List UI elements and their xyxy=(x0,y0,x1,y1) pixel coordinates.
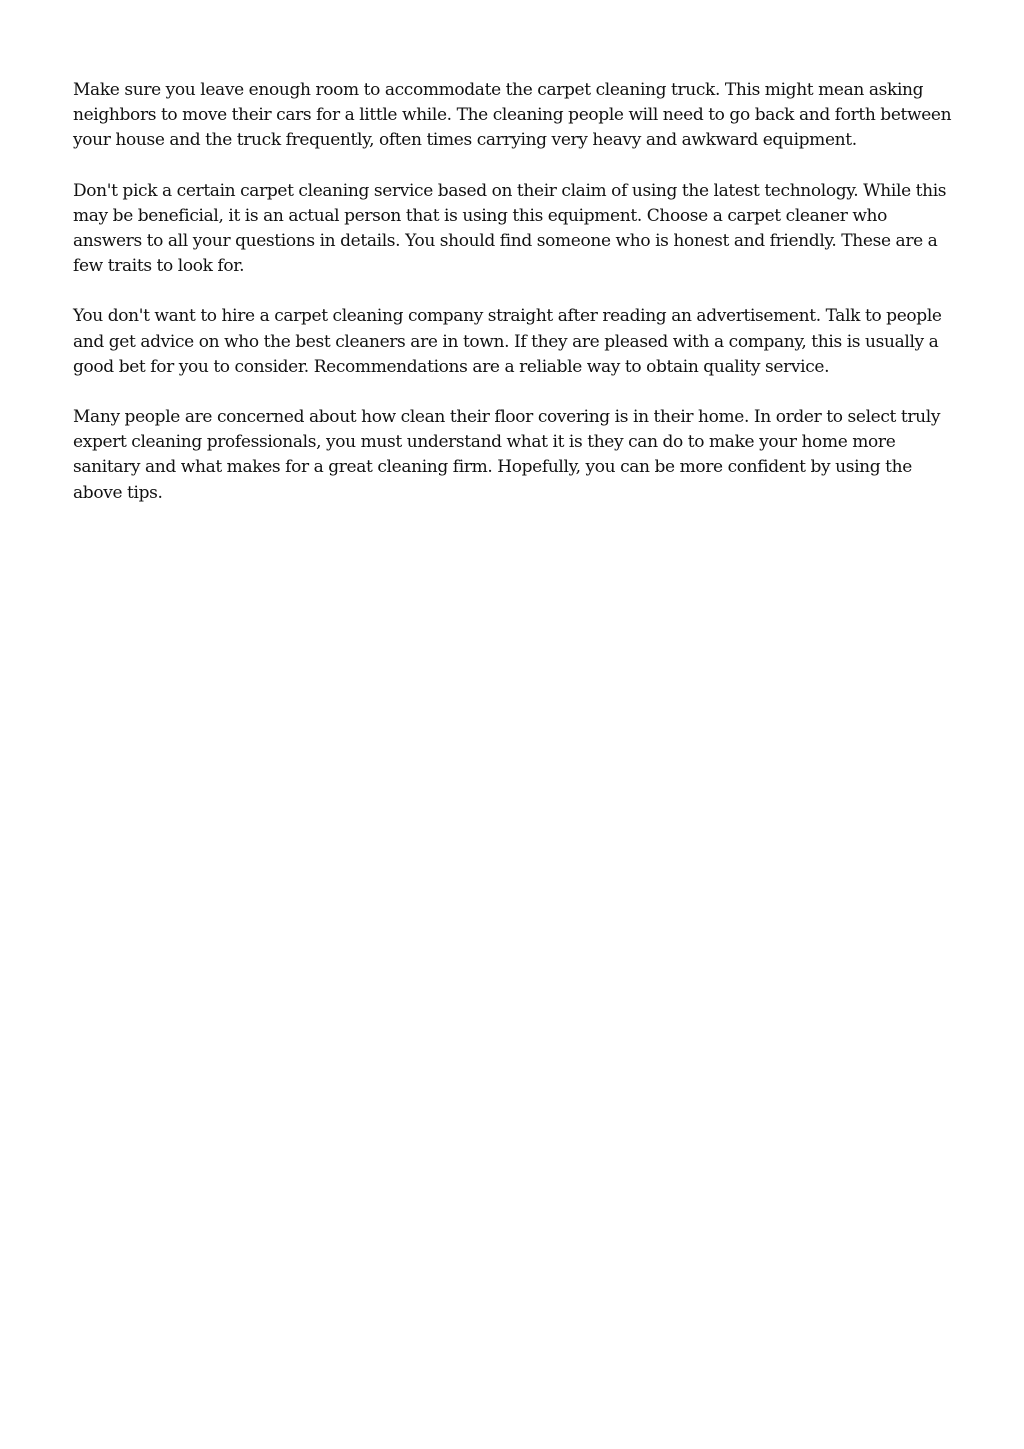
paragraph-2: Don't pick a certain carpet cleaning service based on their claim of using the latest technology. While this may be beneficial, it is an actual person that is using this equipment. Choose a carpet cleaner who answers to all your questions in details. You should find someone who is honest and friendly. These are a few traits to look for. xyxy=(73,180,947,277)
document-page xyxy=(73,78,953,531)
paragraph-4: Many people are concerned about how clean their floor covering is in their home. In order to select truly expert cleaning professionals, you must understand what it is they can do to make your home more sanitary and what makes for a great cleaning firm. Hopefully, you can be more confident by using the above tips. xyxy=(73,407,941,503)
paragraph-3: You don't want to hire a carpet cleaning company straight after reading an advertisement. Talk to people and get advice on who the best cleaners are in town. If they are pleased with a company, this is usually a good bet for you to consider. Recommendations are a reliable way to obtain quality service. xyxy=(73,306,942,377)
paragraph-1: Make sure you leave enough room to accommodate the carpet cleaning truck. This might mean asking neighbors to move their cars for a little while. The cleaning people will need to go back and forth between your house and the truck frequently, often times carrying very heavy and awkward equipment. xyxy=(73,80,952,151)
